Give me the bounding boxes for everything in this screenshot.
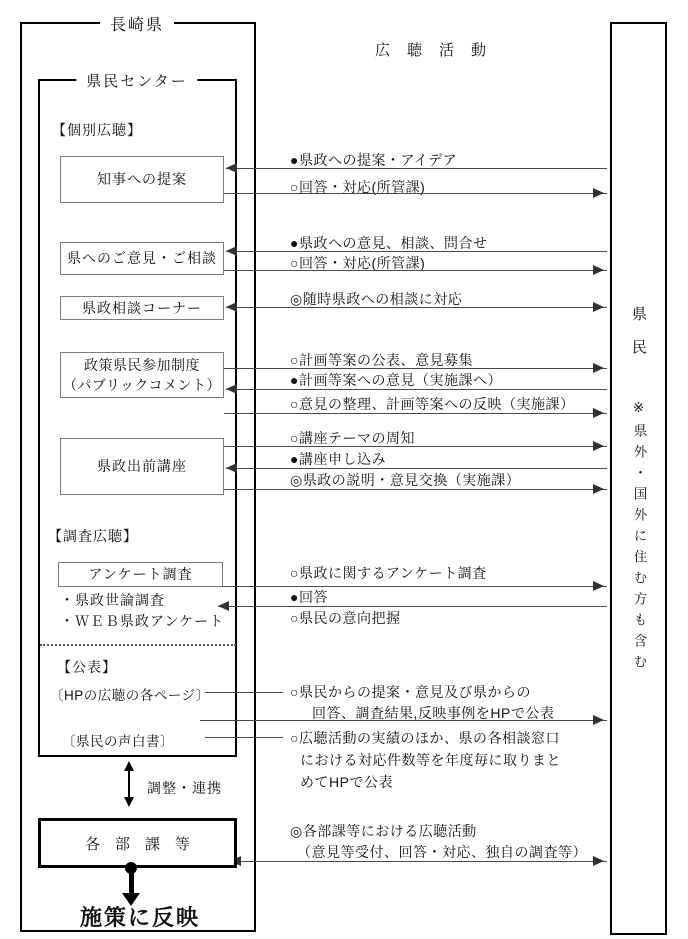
section-survey: 【調査広聴】 (48, 528, 138, 544)
box-public-comment (60, 352, 224, 398)
flow-line-f7 (226, 389, 607, 390)
flow-line-f2 (224, 193, 607, 194)
coordination-label: 調整・連携 (147, 780, 222, 796)
box-consultation-corner-label: 県政相談コーナー (82, 299, 202, 316)
flow-line-f11 (224, 489, 607, 490)
flow-hp-publish-line1: ○県民からの提案・意見及び県からの (290, 684, 531, 700)
publication-item-whitepaper: 〔県民の声白書〕 (62, 734, 174, 749)
box-demae-lecture-label: 県政出前講座 (97, 458, 187, 475)
box-demae-lecture (60, 438, 224, 495)
flow-intent-grasp: ○県民の意向把握 (290, 610, 401, 626)
arrow-left-f10 (226, 463, 237, 473)
page-title: 広 聴 活 動 (374, 42, 488, 59)
citizens-main-label: 県民 (630, 306, 647, 372)
survey-item-yoron: ・県政世論調査 (60, 592, 165, 608)
box-public-comment-line1: 政策県民参加制度 (84, 356, 200, 373)
flow-lecture-apply: ●講座申し込み (290, 451, 386, 467)
box-consultation-corner (60, 296, 224, 320)
flow-line-f17 (230, 861, 607, 862)
flow-line-f6 (224, 368, 607, 369)
arrow-right-f15 (593, 715, 604, 725)
box-questionnaire (58, 562, 223, 587)
box-departments (38, 818, 237, 868)
arrow-left-f5 (226, 302, 237, 312)
connector-whitepaper (205, 737, 283, 738)
publication-item-hp: 〔HPの広聴の各ページ〕 (50, 688, 210, 703)
citizen-center-label: 県民センター (76, 70, 197, 91)
flow-opinion-consult: ●県政への意見、相談、問合せ (290, 235, 488, 251)
box-opinions (60, 242, 224, 275)
citizens-note-label: ※県外・国外に住む方も含む (631, 400, 647, 676)
coordination-arrow-up (124, 761, 134, 771)
flow-whitepaper-line1: ○広聴活動の実績のほか、県の各相談窓口 (290, 730, 560, 746)
flow-line-f3 (226, 251, 607, 252)
flow-survey-answer: ●回答 (290, 589, 328, 605)
flow-whitepaper-line2: における対応件数等を年度毎に取りまと (300, 752, 561, 768)
arrow-left-f13 (218, 601, 229, 611)
flow-opinion-reflect: ○意見の整理、計画等案への反映（実施課） (290, 396, 575, 412)
flow-plan-opinion: ●計画等案への意見（実施課へ） (290, 372, 502, 388)
flow-proposal-idea: ●県政への提案・アイデア (290, 152, 458, 168)
section-publication: 【公表】 (57, 659, 117, 675)
flow-anytime-consult: ◎随時県政への相談に対応 (290, 291, 463, 307)
arrow-right-f12 (593, 581, 604, 591)
flow-lecture-exchange: ◎県政の説明・意見交換（実施課） (290, 472, 521, 488)
flow-response-1: ○回答・対応(所管課) (290, 179, 426, 195)
flow-line-f1 (226, 168, 607, 169)
coordination-arrow-shaft (128, 770, 130, 798)
flow-lecture-theme: ○講座テーマの周知 (290, 430, 415, 446)
box-questionnaire-label: アンケート調査 (88, 566, 193, 583)
box-governor-proposal-label: 知事への提案 (97, 171, 187, 188)
coordination-arrow-down (124, 797, 134, 807)
arrow-right-f5 (593, 302, 604, 312)
connector-hp-pages (205, 692, 283, 693)
survey-item-web: ・ＷＥＢ県政アンケート (60, 613, 225, 629)
flow-line-f9 (224, 446, 607, 447)
flow-line-f12 (222, 586, 607, 587)
arrow-right-f9 (593, 441, 604, 451)
policy-label: 施策に反映 (80, 905, 201, 930)
flow-departments-line1: ◎各部課等における広聴活動 (290, 823, 477, 839)
flow-line-f8 (224, 413, 607, 414)
flow-survey: ○県政に関するアンケート調査 (290, 565, 487, 581)
flow-departments-line2: （意見等受付、回答・対応、独自の調査等） (297, 844, 587, 860)
flow-line-f13 (218, 606, 607, 607)
policy-arrow-shaft (129, 868, 134, 894)
dotted-separator (40, 644, 236, 646)
arrow-left-f3 (226, 246, 237, 256)
section-individual: 【個別広聴】 (52, 122, 142, 138)
prefecture-label: 長崎県 (100, 12, 174, 35)
citizens-text-area (610, 22, 667, 935)
flow-line-f10 (226, 468, 607, 469)
box-public-comment-line2: （パブリックコメント） (62, 377, 222, 393)
box-opinions-label: 県へのご意見・ご相談 (67, 250, 217, 267)
flow-line-f4 (224, 270, 607, 271)
flow-line-f15 (200, 720, 607, 721)
flow-plan-publish: ○計画等案の公表、意見募集 (290, 352, 473, 368)
arrow-right-f11 (593, 484, 604, 494)
flow-line-f5 (226, 307, 607, 308)
box-departments-label: 各 部 課 等 (84, 835, 190, 853)
arrow-right-f6 (593, 363, 604, 373)
arrow-right-f4 (593, 265, 604, 275)
arrow-left-f1 (226, 163, 237, 173)
arrow-right-f17 (593, 856, 604, 866)
arrow-left-f7 (226, 384, 237, 394)
arrow-right-f2 (593, 188, 604, 198)
arrow-right-f8 (593, 408, 604, 418)
flow-whitepaper-line3: めてHPで公表 (300, 774, 393, 790)
box-governor-proposal (60, 156, 224, 203)
flow-response-2: ○回答・対応(所管課) (290, 255, 426, 271)
flow-hp-publish-line2: 回答、調査結果,反映事例をHPで公表 (312, 705, 555, 721)
